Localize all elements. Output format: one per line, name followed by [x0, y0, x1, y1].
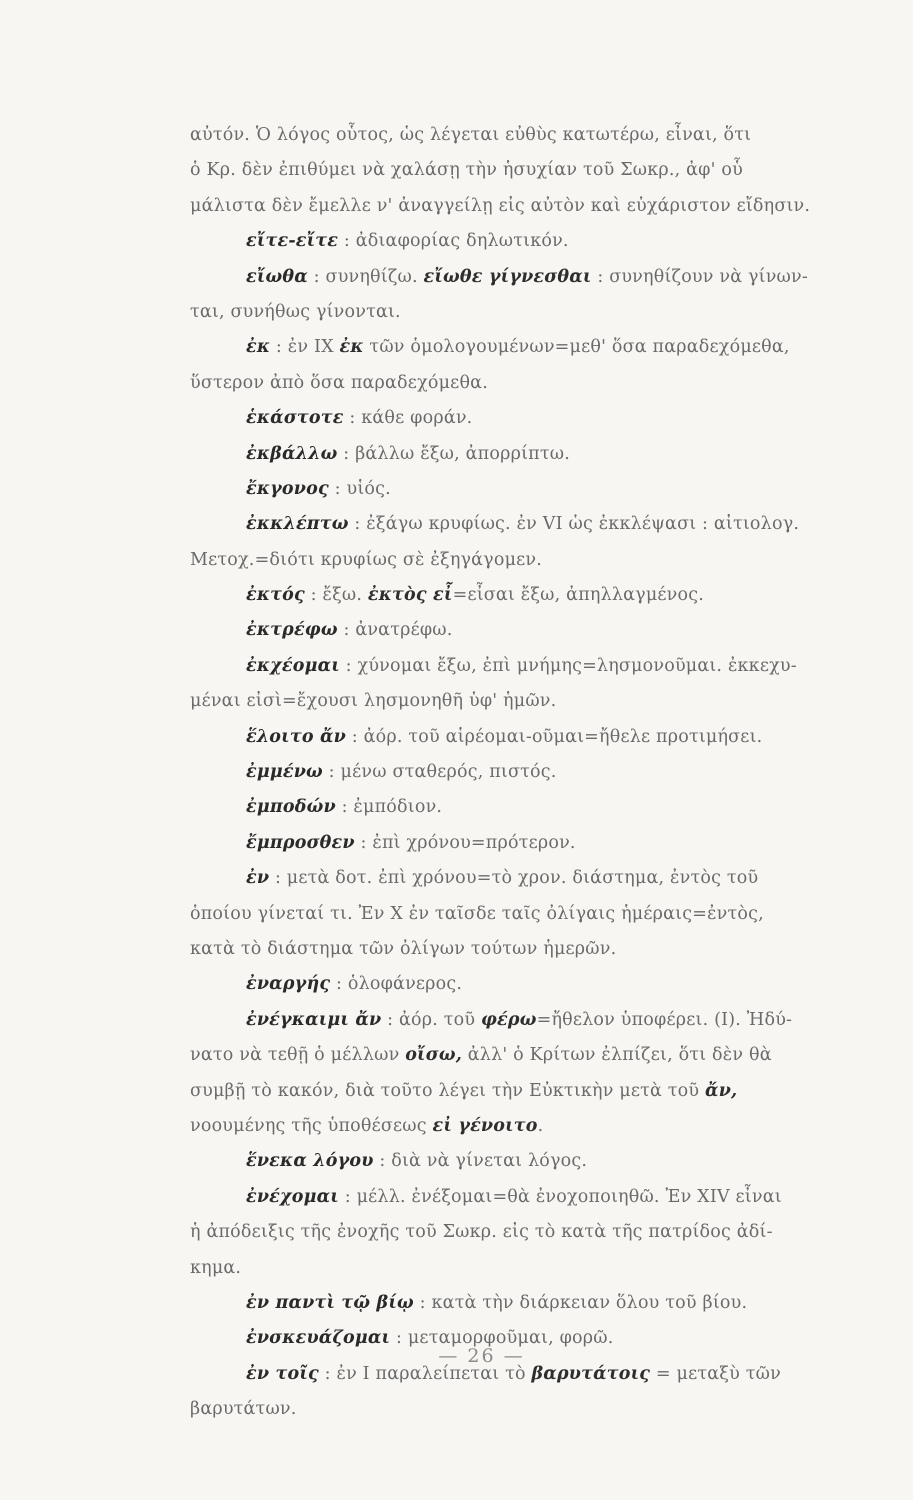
glossary-entry-line: [190, 437, 908, 472]
headword: ἕλοιτο ἄν: [246, 726, 346, 747]
definition-text: ὕστερον ἀπὸ ὅσα παραδεχόμεθα.: [190, 372, 488, 393]
emphasized-term: ἐκ: [339, 337, 364, 358]
text-line: [190, 366, 908, 401]
headword: ἐναργής: [246, 974, 331, 995]
definition-text: =εἶσαι ἔξω, ἀπηλλαγμένος.: [452, 585, 705, 606]
text-line: [190, 897, 908, 932]
text-line: [190, 1038, 908, 1073]
definition-text: : ἐξάγω κρυφίως. ἐν VI ὡς ἐκκλέψασι : αἰτιολογ.: [348, 514, 800, 535]
definition-text: : ἀόρ. τοῦ: [381, 1009, 482, 1030]
definition-text: αὐτόν. Ὁ λόγος οὗτος, ὡς λέγεται εὐθὺς κατωτέρω, εἶναι, ὅτι: [190, 125, 752, 145]
glossary-entry-line: [190, 401, 908, 436]
glossary-text: [190, 118, 908, 1427]
definition-text: =ἤθελον ὑποφέρει. (I). Ἠδύ-: [536, 1009, 793, 1030]
definition-text: κατὰ τὸ διάστημα τῶν ὀλίγων τούτων ἡμερῶν.: [190, 938, 617, 959]
definition-text: : ἔξω.: [304, 585, 368, 606]
headword: ἐν: [246, 868, 270, 889]
headword: ἐμποδών: [246, 797, 336, 818]
glossary-entry-line: [190, 578, 908, 613]
definition-text: : κατὰ τὴν διάρκειαν ὅλου τοῦ βίου.: [413, 1292, 748, 1313]
headword: ἑκάστοτε: [246, 408, 344, 429]
definition-text: : ἀδιαφορίας δηλωτικόν.: [338, 231, 569, 252]
headword: ἐκχέομαι: [246, 655, 340, 676]
definition-text: = μεταξὺ τῶν: [650, 1363, 781, 1384]
definition-text: ὁποίου γίνεταί τι. Ἐν X ἐν ταῖσδε ταῖς ὀλίγαις ἡμέραις=ἐντὸς,: [190, 903, 764, 924]
definition-text: : συνηθίζω.: [307, 266, 424, 287]
page-number: — 26 —: [438, 1345, 525, 1367]
text-line: [190, 1215, 908, 1250]
definition-text: ὁ Κρ. δὲν ἐπιθύμει νὰ χαλάσῃ τὴν ἡσυχίαν τοῦ Σωκρ., ἀφ' οὗ: [190, 160, 743, 181]
headword: ἐκκλέπτω: [246, 514, 349, 535]
definition-text: βαρυτάτων.: [190, 1399, 297, 1420]
emphasized-term: ἐκτὸς εἶ: [367, 585, 453, 606]
glossary-entry-line: [190, 826, 908, 861]
definition-text: : κάθε φοράν.: [343, 408, 473, 429]
definition-text: .: [537, 1115, 544, 1136]
glossary-entry-line: [190, 1286, 908, 1321]
glossary-entry-line: [190, 330, 908, 365]
headword: ἐκτός: [246, 585, 305, 606]
definition-text: : ἐν I παραλείπεται τὸ: [318, 1363, 532, 1384]
emphasized-term: εἴωθε γίγνεσθαι: [423, 266, 592, 287]
glossary-entry-line: [190, 224, 908, 259]
definition-text: μάλιστα δὲν ἔμελλε ν' ἀναγγείλῃ εἰς αὐτὸν καὶ εὐχάριστον εἴδησιν.: [190, 195, 811, 216]
definition-text: : ἐμπόδιον.: [335, 797, 443, 818]
definition-text: τῶν ὁμολογουμένων=μεθ' ὅσα παραδεχόμεθα,: [363, 337, 790, 358]
emphasized-term: βαρυτάτοις: [531, 1363, 651, 1384]
glossary-entry-line: [190, 260, 908, 295]
headword: ἔμπροσθεν: [246, 832, 355, 853]
text-line: [190, 189, 908, 224]
definition-text: : μεταμορφοῦμαι, φορῶ.: [390, 1328, 614, 1349]
definition-text: : ἐν IX: [270, 337, 340, 358]
headword: εἴτε-εἴτε: [246, 231, 339, 252]
glossary-entry-line: [190, 649, 908, 684]
text-line: [190, 932, 908, 967]
definition-text: : διὰ νὰ γίνεται λόγος.: [373, 1151, 588, 1172]
glossary-entry-line: [190, 613, 908, 648]
emphasized-term: φέρω: [481, 1009, 537, 1030]
definition-text: : συνηθίζουν νὰ γίνων-: [591, 266, 808, 287]
definition-text: συμβῇ τὸ κακόν, διὰ τοῦτο λέγει τὴν Εὐκτικὴν μετὰ τοῦ: [190, 1080, 706, 1101]
headword: ἐνσκευάζομαι: [246, 1328, 391, 1349]
emphasized-term: οἴσω,: [405, 1045, 462, 1066]
text-line: [190, 118, 908, 153]
definition-text: νοουμένης τῆς ὑποθέσεως: [190, 1115, 433, 1136]
definition-text: : βάλλω ἔξω, ἀπορρίπτω.: [337, 443, 570, 464]
definition-text: : χύνομαι ἔξω, ἐπὶ μνήμης=λησμονοῦμαι. ἐκκεχυ-: [339, 655, 797, 676]
headword: εἴωθα: [246, 266, 308, 287]
glossary-entry-line: [190, 967, 908, 1002]
definition-text: : μένω σταθερός, πιστός.: [322, 762, 557, 783]
definition-text: : υἱός.: [328, 478, 391, 499]
headword: ἐμμένω: [246, 762, 323, 783]
headword: ἐν τοῖς: [246, 1363, 319, 1384]
definition-text: : ἀνατρέφω.: [337, 620, 453, 641]
glossary-entry-line: [190, 861, 908, 896]
headword: ἐκτρέφω: [246, 620, 338, 641]
headword: ἐνέγκαιμι ἄν: [246, 1009, 382, 1030]
definition-text: μέναι εἰσὶ=ἔχουσι λησμονηθῆ ὑφ' ἡμῶν.: [190, 691, 557, 712]
emphasized-term: εἰ γένοιτο: [432, 1115, 538, 1136]
text-line: [190, 1392, 908, 1427]
definition-text: κημα.: [190, 1257, 242, 1278]
definition-text: : ὁλοφάνερος.: [330, 974, 463, 995]
text-line: [190, 295, 908, 330]
definition-text: ἡ ἀπόδειξις τῆς ἐνοχῆς τοῦ Σωκρ. εἰς τὸ κατὰ τῆς πατρίδος ἀδί-: [190, 1222, 773, 1243]
headword: ἐν παντὶ τῷ βίῳ: [246, 1292, 414, 1313]
glossary-entry-line: [190, 790, 908, 825]
glossary-entry-line: [190, 507, 908, 542]
glossary-entry-line: [190, 1003, 908, 1038]
text-line: [190, 1109, 908, 1144]
headword: ἔκγονος: [246, 478, 329, 499]
definition-text: ται, συνήθως γίνονται.: [190, 301, 401, 322]
headword: ἐκβάλλω: [246, 443, 338, 464]
text-line: [190, 153, 908, 188]
text-line: [190, 543, 908, 578]
glossary-entry-line: [190, 472, 908, 507]
glossary-entry-line: [190, 1180, 908, 1215]
glossary-entry-line: [190, 720, 908, 755]
headword: ἐνέχομαι: [246, 1186, 339, 1207]
definition-text: νατο νὰ τεθῇ ὁ μέλλων: [190, 1045, 406, 1066]
definition-text: : μέλλ. ἐνέξομαι=θὰ ἐνοχοποιηθῶ. Ἐν XIV εἶναι: [338, 1186, 782, 1207]
text-line: [190, 1074, 908, 1109]
definition-text: ἀλλ' ὁ Κρίτων ἐλπίζει, ὅτι δὲν θὰ: [462, 1045, 772, 1066]
text-line: [190, 1251, 908, 1286]
definition-text: : ἐπὶ χρόνου=πρότερον.: [354, 832, 576, 853]
text-line: [190, 684, 908, 719]
definition-text: : ἀόρ. τοῦ αἱρέομαι-οῦμαι=ἤθελε προτιμήσει.: [346, 726, 763, 747]
emphasized-term: ἄν,: [705, 1080, 738, 1101]
headword: ἕνεκα λόγου: [246, 1151, 374, 1172]
definition-text: Μετοχ.=διότι κρυφίως σὲ ἐξηγάγομεν.: [190, 549, 543, 570]
headword: ἐκ: [246, 337, 271, 358]
definition-text: : μετὰ δοτ. ἐπὶ χρόνου=τὸ χρον. διάστημα, ἐντὸς τοῦ: [269, 868, 759, 889]
glossary-entry-line: [190, 1144, 908, 1179]
glossary-entry-line: [190, 755, 908, 790]
